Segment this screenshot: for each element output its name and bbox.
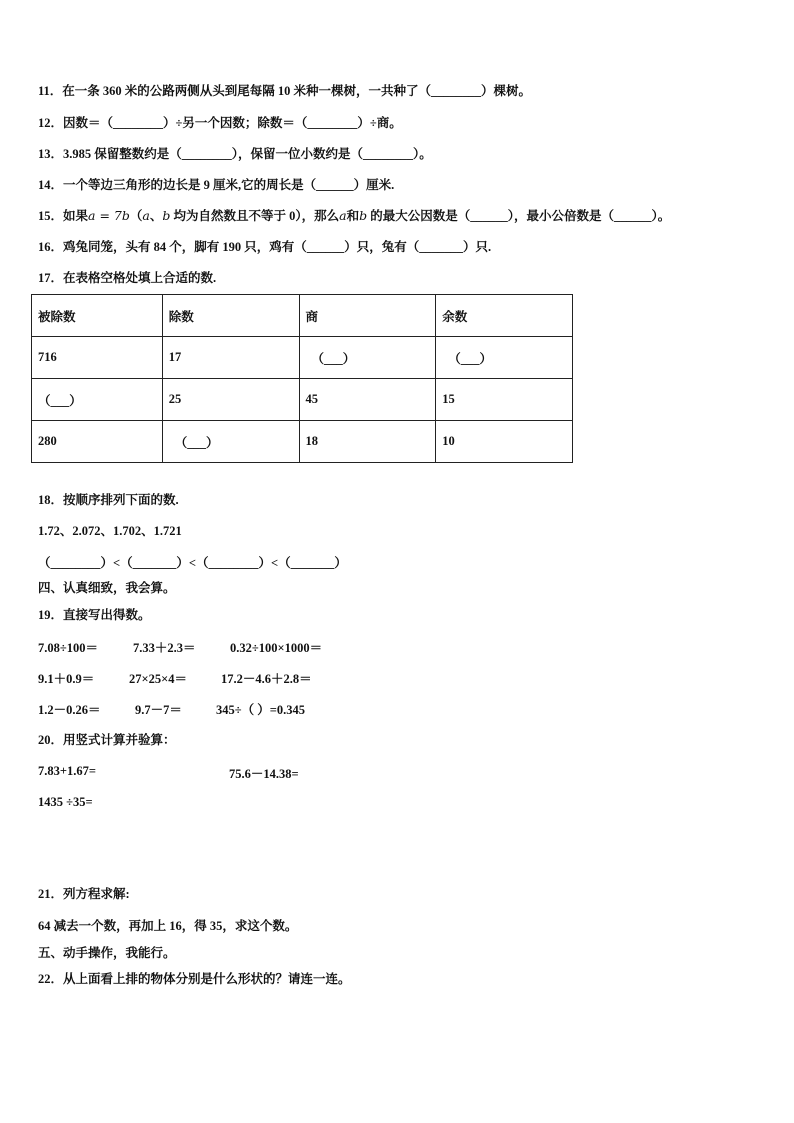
division-table	[31, 294, 573, 463]
section-4-heading: 四、认真细致，我会算。	[38, 581, 176, 595]
table-cell-blank[interactable]: （___）	[32, 379, 163, 421]
q18-numbers: 1.72、2.072、1.702、1.721	[38, 524, 182, 538]
question-21: 21．列方程求解:	[38, 887, 130, 901]
q15-equation: a = 7b	[88, 208, 130, 223]
q15-var-a-2: a	[339, 208, 347, 223]
q15-text-2: （	[129, 209, 143, 223]
table-header-cell: 商	[299, 295, 436, 337]
q15-text-6: 的最大公因数是（______），最小公倍数是（______）。	[367, 209, 671, 223]
question-19: 19．直接写出得数。	[38, 608, 151, 622]
q15-var-b-2: b	[359, 208, 368, 223]
table-cell-blank[interactable]: （___）	[162, 421, 299, 463]
table-header-cell: 除数	[162, 295, 299, 337]
calc-item: 27×25×4＝	[129, 672, 187, 686]
question-13: 13．3.985 保留整数约是（________），保留一位小数约是（________）。	[38, 147, 432, 161]
calc-item: 7.33＋2.3＝	[133, 641, 196, 655]
question-22: 22．从上面看上排的物体分别是什么形状的？请连一连。	[38, 972, 351, 986]
calc-item: 9.1＋0.9＝	[38, 672, 95, 686]
question-15	[38, 208, 670, 224]
table-cell: 716	[32, 337, 163, 379]
question-17: 17．在表格空格处填上合适的数.	[38, 271, 217, 285]
question-11: 11．在一条 360 米的公路两侧从头到尾每隔 10 米种一棵树，一共种了（________）棵树。	[38, 84, 532, 98]
section-5-heading: 五、动手操作，我能行。	[38, 946, 176, 960]
q21-text: 64 减去一个数，再加上 16，得 35，求这个数。	[38, 919, 298, 933]
table-header-row	[32, 295, 573, 337]
table-cell: 10	[436, 421, 573, 463]
table-header-cell: 余数	[436, 295, 573, 337]
table-row	[32, 421, 573, 463]
table-row	[32, 379, 573, 421]
table-header-cell: 被除数	[32, 295, 163, 337]
q18-blanks: （________）<（_______）<（________）<（_______）	[38, 556, 347, 570]
vertical-calc-item: 1435 ÷35=	[38, 795, 93, 809]
table-row	[32, 337, 573, 379]
calc-item: 7.08÷100＝	[38, 641, 98, 655]
q15-text-5: 和	[346, 209, 360, 223]
q15-var-a: a	[142, 208, 150, 223]
table-cell: 25	[162, 379, 299, 421]
q15-var-b: b	[162, 208, 171, 223]
calc-item: 345÷（ ）=0.345	[216, 703, 305, 717]
table-cell-blank[interactable]: （___）	[436, 337, 573, 379]
q15-text-1: 15．如果	[38, 209, 89, 223]
table-cell: 45	[299, 379, 436, 421]
calc-item: 9.7－7＝	[135, 703, 182, 717]
vertical-calc-item: 7.83+1.67=	[38, 764, 96, 778]
question-12: 12．因数＝（________）÷另一个因数；除数＝（________）÷商。	[38, 116, 402, 130]
question-14: 14．一个等边三角形的边长是 9 厘米,它的周长是（______）厘米.	[38, 178, 395, 192]
calc-item: 17.2－4.6＋2.8＝	[221, 672, 312, 686]
question-18: 18．按顺序排列下面的数.	[38, 493, 179, 507]
calc-item: 1.2－0.26＝	[38, 703, 101, 717]
table-cell: 15	[436, 379, 573, 421]
question-20: 20．用竖式计算并验算：	[38, 733, 176, 747]
table-cell-blank[interactable]: （___）	[299, 337, 436, 379]
q15-text-3: 、	[149, 209, 163, 223]
question-16: 16．鸡兔同笼，头有 84 个，脚有 190 只，鸡有（______）只，兔有（_______）只.	[38, 240, 492, 254]
vertical-calc-item: 75.6－14.38=	[229, 767, 299, 781]
q15-text-4: 均为自然数且不等于 0），那么	[170, 209, 340, 223]
table-cell: 17	[162, 337, 299, 379]
calc-item: 0.32÷100×1000＝	[230, 641, 323, 655]
table-cell: 280	[32, 421, 163, 463]
table-cell: 18	[299, 421, 436, 463]
